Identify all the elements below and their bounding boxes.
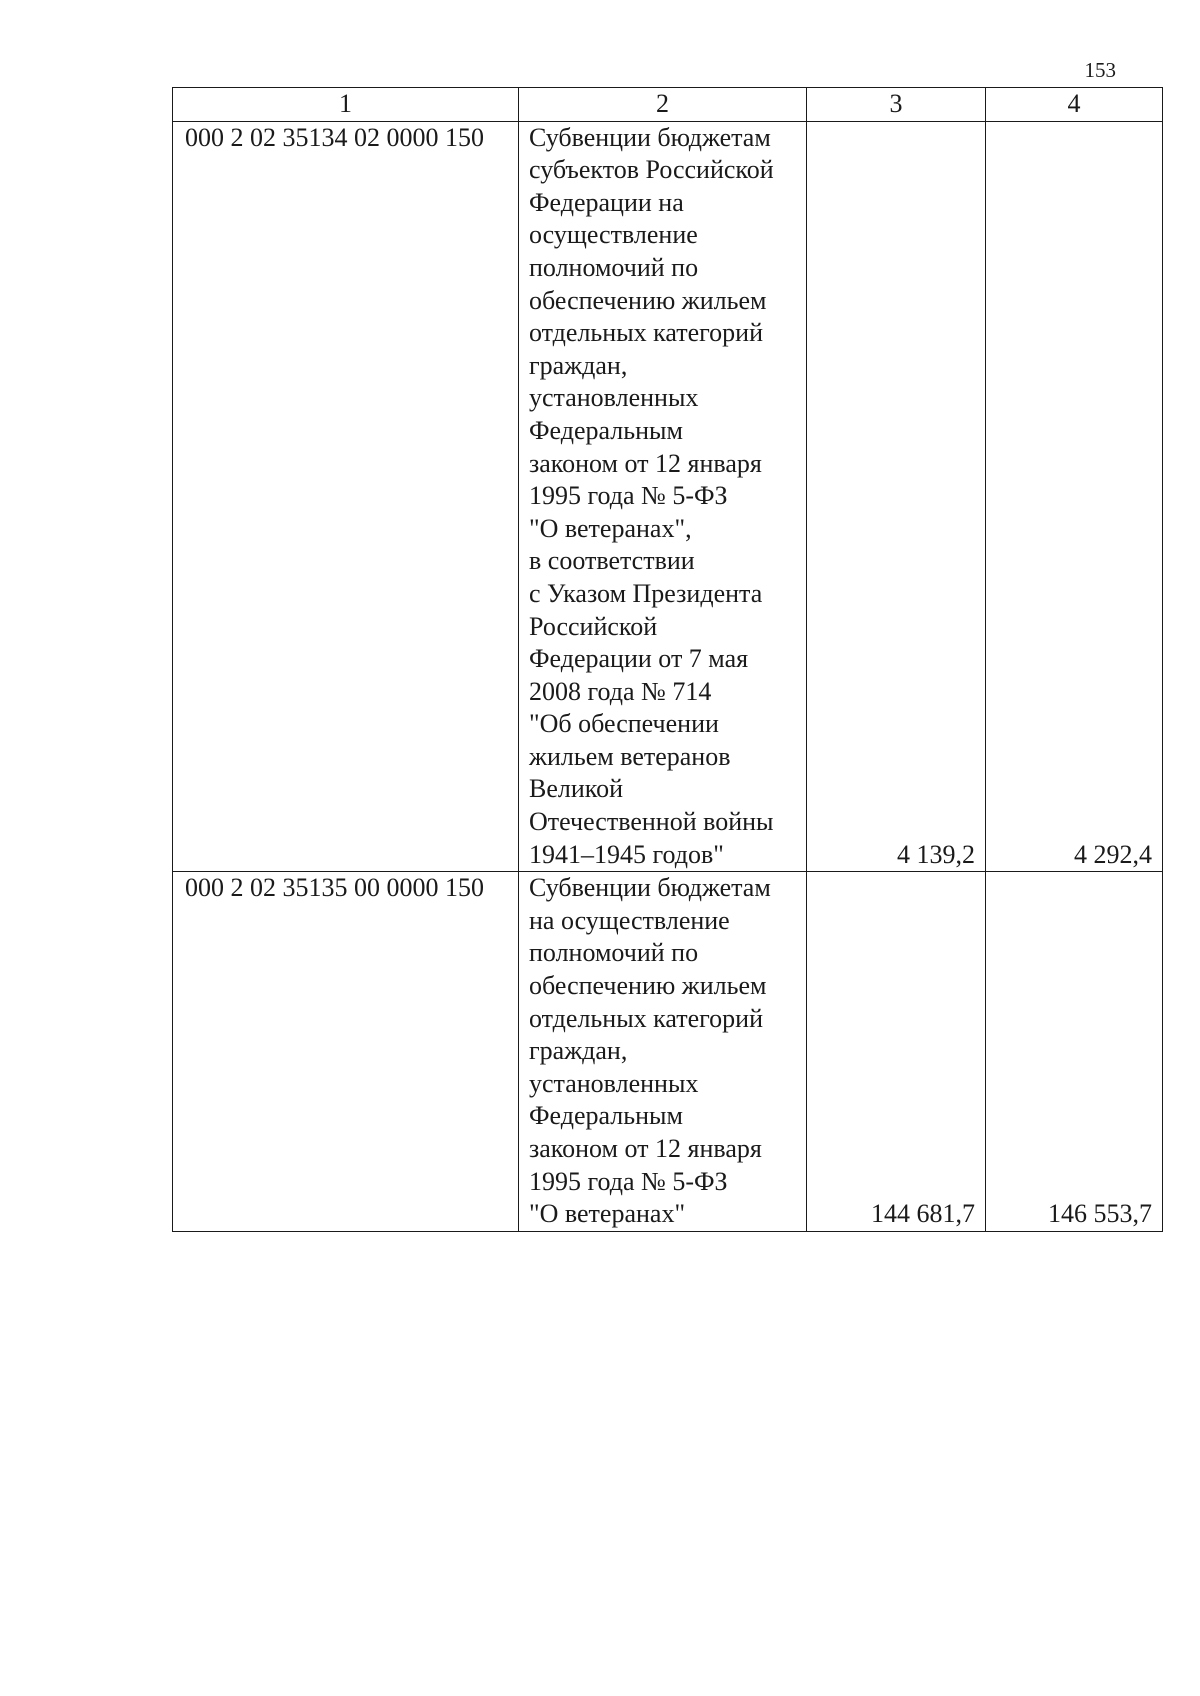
row-description: Субвенции бюджетам на осуществление полномочий по обеспечению жильем отдельных категорий граждан, установленных Федеральным законом от 12 января 1995 года № 5-ФЗ "О ветеранах" [519,872,807,1232]
column-header-1: 1 [173,88,519,122]
table-header-row [173,88,1163,122]
row-value-column-3: 4 139,2 [807,121,986,872]
column-header-3: 3 [807,88,986,122]
table-row [173,872,1163,1232]
column-header-2: 2 [519,88,807,122]
table-row [173,121,1163,872]
row-value-column-3: 144 681,7 [807,872,986,1232]
row-code: 000 2 02 35135 00 0000 150 [173,872,519,1232]
row-value-column-4: 4 292,4 [986,121,1163,872]
row-description: Субвенции бюджетам субъектов Российской Федерации на осуществление полномочий по обеспечению жильем отдельных категорий граждан, установленных Федеральным законом от 12 января 1995 года № 5-ФЗ "О ветеранах", в соответствии с Указом Президента Российской Федерации от 7 мая 2008 года № 714 "Об обеспечении жильем ветеранов Великой Отечественной войны 1941–1945 годов" [519,121,807,872]
budget-table [172,87,1163,1232]
row-code: 000 2 02 35134 02 0000 150 [173,121,519,872]
page-number: 153 [1084,58,1116,82]
column-header-4: 4 [986,88,1163,122]
row-value-column-4: 146 553,7 [986,872,1163,1232]
